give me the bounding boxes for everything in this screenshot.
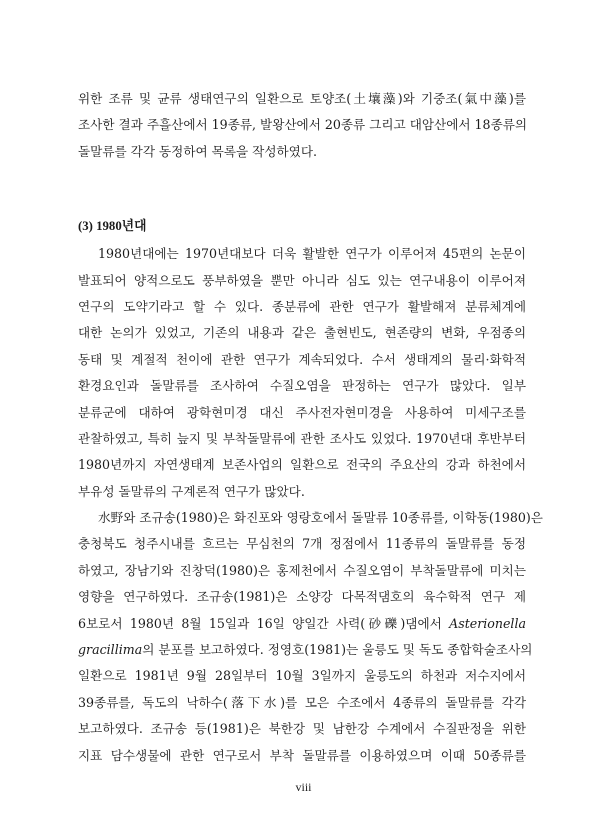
paragraph-gap xyxy=(78,165,526,211)
document-body xyxy=(78,86,543,769)
text-line: 발표되어 양적으로도 풍부하였을 뿐만 아니라 심도 있는 연구내용이 이루어져 xyxy=(78,272,526,288)
text-line: 조사한 결과 주흘산에서 19종류, 발왕산에서 20종류 그리고 대암산에서 18종류의 xyxy=(78,117,528,133)
line-text: 의 분포를 보고하였다. 정영호(1981)는 울릉도 및 독도 종합학술조사의 xyxy=(142,642,533,658)
text-line: 동태 및 계절적 천이에 관한 연구가 계속되었다. 수서 생태계의 물리·화학적 xyxy=(78,351,526,367)
text-line: 水野와 조규송(1980)은 화진포와 영랑호에서 돌말류 10종류를, 이학동(1980)은 xyxy=(98,510,543,526)
line-text: 6보로서 1980년 8월 15일과 16일 양일간 사력(砂礫)댐에서 xyxy=(78,615,442,631)
text-line: 39종류를, 독도의 낙하수(落下水)를 모은 수조에서 4종류의 돌말류를 각각 xyxy=(78,694,526,710)
text-line: 1980년대에는 1970년대보다 더욱 활발한 연구가 이루어져 45편의 논문이 xyxy=(98,246,526,262)
text-line: 환경요인과 돌말류를 조사하여 수질오염을 판정하는 연구가 많았다. 일부 xyxy=(78,378,526,394)
text-line: 하였고, 장남기와 진창덕(1980)은 홍제천에서 수질오염이 부착돌말류에 미치는 xyxy=(78,562,526,578)
text-line: 연구의 도약기라고 할 수 있다. 종분류에 관한 연구가 활발해져 분류체계에 xyxy=(78,298,526,314)
text-line: 대한 논의가 있었고, 기존의 내용과 같은 출현빈도, 현존량의 변화, 우점종의 xyxy=(78,325,526,341)
text-line-with-species xyxy=(78,611,526,637)
text-line: 보고하였다. 조규송 등(1981)은 북한강 및 남한강 수계에서 수질판정을 위한 xyxy=(78,721,526,737)
species-name: Asterionella xyxy=(449,615,526,631)
text-line: 충청북도 청주시내를 흐르는 무심천의 7개 정점에서 11종류의 돌말류를 동정 xyxy=(78,536,526,552)
text-line: 지표 담수생물에 관한 연구로서 부착 돌말류를 이용하였으며 이때 50종류를 xyxy=(78,747,526,763)
text-line: 위한 조류 및 균류 생태연구의 일환으로 토양조(土壤藻)와 기중조(氣中藻)를 xyxy=(78,91,526,106)
species-name: gracillima xyxy=(78,642,143,658)
text-line: 분류군에 대하여 광학현미경 대신 주사전자현미경을 사용하여 미세구조를 xyxy=(78,404,526,420)
text-line: 영향을 연구하였다. 조규송(1981)은 소양강 다목적댐호의 육수학적 연구 제 xyxy=(78,589,526,605)
paragraph-1980s xyxy=(78,241,526,505)
text-line: 일환으로 1981년 9월 28일부터 10월 3일까지 울릉도의 하천과 저수지에서 xyxy=(78,668,526,684)
text-line: 관찰하였고, 특히 늪지 및 부착돌말류에 관한 조사도 있었다. 1970년대 후반부터 xyxy=(78,430,526,446)
text-line-with-species xyxy=(78,637,533,663)
paragraph-continuation xyxy=(78,86,526,165)
page-number: viii xyxy=(295,780,312,794)
paragraph-studies xyxy=(78,505,543,769)
text-line: 돌말류를 각각 동정하여 목록을 작성하였다. xyxy=(78,143,317,159)
text-line: 부유성 돌말류의 구계론적 연구가 많았다. xyxy=(78,483,305,499)
text-line: 1980년까지 자연생태계 보존사업의 일환으로 전국의 주요산의 강과 하천에서 xyxy=(78,457,526,473)
section-heading: (3) 1980년대 xyxy=(78,219,147,234)
